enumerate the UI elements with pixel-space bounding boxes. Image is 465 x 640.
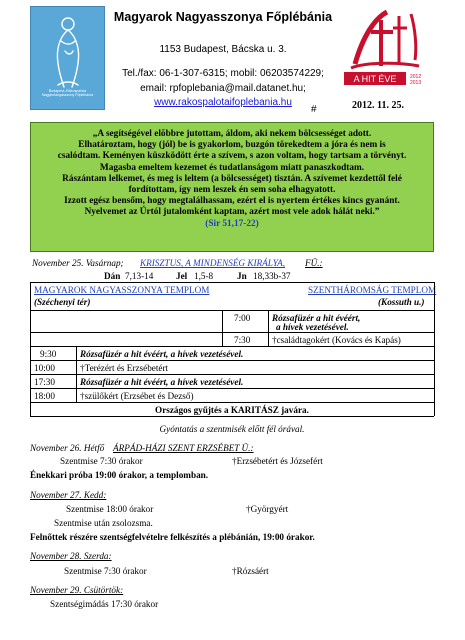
left-row-time: 10:00 — [34, 363, 55, 373]
reading-ref: 1,5-8 — [194, 271, 214, 281]
wednesday-intention: †Rózsáért — [232, 566, 269, 576]
quote-line: Magasba emeltem kezemet és tudatlanságom miatt panaszkodtam. — [99, 162, 365, 173]
quote-line: Nyelvemet az Úrtól jutalomként kaptam, azért most vele adok hálát neki.” — [84, 207, 380, 218]
left-row-text: †Terézért és Erzsébetért — [80, 363, 169, 373]
monday-note: Énekkari próba 19:00 órakor, a templomban. — [30, 470, 209, 480]
monday-feast: ÁRPÁD-HÁZI SZENT ERZSÉBET Ü.: — [113, 443, 254, 453]
wednesday-date: November 28. Szerda: — [30, 551, 112, 561]
parish-logo — [30, 6, 105, 110]
sunday-feast: KRISZTUS, A MINDENSÉG KIRÁLYA, — [140, 258, 286, 268]
left-row-text: †szülőkért (Erzsébet és Dezső) — [80, 391, 194, 401]
year-of-faith-label: A HIT ÉVE — [353, 74, 397, 84]
tuesday-mass: Szentmise 18:00 órakor — [66, 504, 154, 514]
tuesday-after-mass: Szentmise után zsolozsma. — [54, 518, 153, 528]
tuesday-note: Felnőttek részére szentségfelvételre felkészítés a plébánián, 19:00 órakor. — [30, 532, 315, 542]
church-right-place: (Kossuth u.) — [378, 297, 425, 307]
reading-book: Jel — [176, 271, 188, 281]
parish-website-link[interactable]: www.rakospalotaifoplebania.hu — [154, 97, 292, 108]
reading-book: Dán — [104, 271, 121, 281]
right-row-text: †családtagokért (Kovács és Kapás) — [272, 335, 401, 345]
bulletin-date: 2012. 11. 25. — [352, 100, 404, 111]
year-of-faith-years-1: 2012 — [410, 74, 422, 80]
year-of-faith-logo — [341, 6, 429, 98]
sunday-date: November 25. Vasárnap; — [32, 258, 124, 268]
year-of-faith-emblem-icon — [341, 6, 429, 98]
left-row-text: Rózsafüzér a hit évéért, a hívek vezetésével. — [80, 349, 244, 359]
scripture-quote-box — [30, 122, 434, 252]
parish-logo-caption: Budapest–Rákospalota Nagyboldogasszony Főplébánia — [41, 89, 94, 98]
sunday-feast-rank: FÜ.: — [305, 258, 323, 268]
left-row-text: Rózsafüzér a hit évéért, a hívek vezetésével. — [80, 377, 244, 387]
quote-line: „A segítségével elõbbre jutottam, áldom, aki nekem bölcsességet adott. — [92, 129, 372, 139]
church-right-name: SZENTHÁROMSÁG TEMPLOM — [308, 285, 437, 295]
church-left-name: MAGYAROK NAGYASSZONYA TEMPLOM — [34, 285, 210, 295]
right-row-time: 7:30 — [234, 335, 251, 345]
monday-date: November 26. Hétfő — [30, 443, 105, 453]
quote-line: csalódtam. Keményen küszködött érte a szívem, s azon voltam, hogy tartsam a törvényt. — [57, 151, 407, 162]
parish-title: Magyarok Nagyasszonya Főplébánia — [113, 10, 333, 24]
right-row-text-cont: a hívek vezetésével. — [276, 322, 349, 332]
parish-phone: Tel./fax: 06-1-307-6315; mobil: 06203574229; — [122, 68, 324, 79]
quote-line: Elhatároztam, hogy (jól) be is gyakorlom, buzgón törekedtem a jóra és nem is — [78, 140, 386, 151]
left-row-time: 18:00 — [34, 391, 55, 401]
quote-line: fordítottam, így nem leszek én sem soha elhagyatott. — [128, 185, 336, 196]
quote-reference: (Sir 51,17-22) — [205, 218, 259, 229]
left-row-time: 17:30 — [34, 377, 55, 387]
tuesday-date: November 27. Kedd: — [30, 490, 107, 500]
thursday-date: November 29. Csütörtök: — [30, 585, 124, 595]
thursday-adoration: Szentségimádás 17:30 órakor — [50, 599, 159, 609]
wednesday-mass: Szentmise 7:30 órakor — [64, 566, 147, 576]
year-of-faith-years-2: 2013 — [410, 80, 422, 86]
parish-address: 1153 Budapest, Bácska u. 3. — [159, 44, 287, 55]
reading-ref: 7,13-14 — [125, 271, 154, 281]
parish-email: email: rpfoplebania@mail.datanet.hu; — [140, 83, 306, 94]
hash-mark: # — [311, 104, 317, 115]
church-left-place: (Széchenyi tér) — [34, 297, 91, 307]
right-row-text: Rózsafüzér a hit évéért, — [272, 313, 361, 323]
reading-book: Jn — [237, 271, 247, 281]
confession-note: Gyóntatás a szentmisék előtt fél órával. — [159, 424, 305, 434]
collection-note: Országos gyűjtés a KARITÁSZ javára. — [155, 405, 309, 415]
quote-line: Izzott egész bensőm, hogy megtalálhassam, ezért el is nyertem értékes kincs gyanánt. — [64, 196, 400, 207]
reading-ref: 18,33b-37 — [253, 271, 291, 281]
left-row-time: 9:30 — [40, 349, 57, 359]
tuesday-intention: †Györgyért — [246, 504, 289, 514]
monday-mass: Szentmise 7:30 órakor — [60, 456, 143, 466]
right-row-time: 7:00 — [234, 313, 251, 323]
monday-intention: †Erzsébetért és Józsefért — [232, 456, 323, 466]
quote-line: Rászántam lelkemet, és meg is leltem (a bölcsességet) tisztán. A szívemet kezdettől felé — [62, 173, 402, 184]
